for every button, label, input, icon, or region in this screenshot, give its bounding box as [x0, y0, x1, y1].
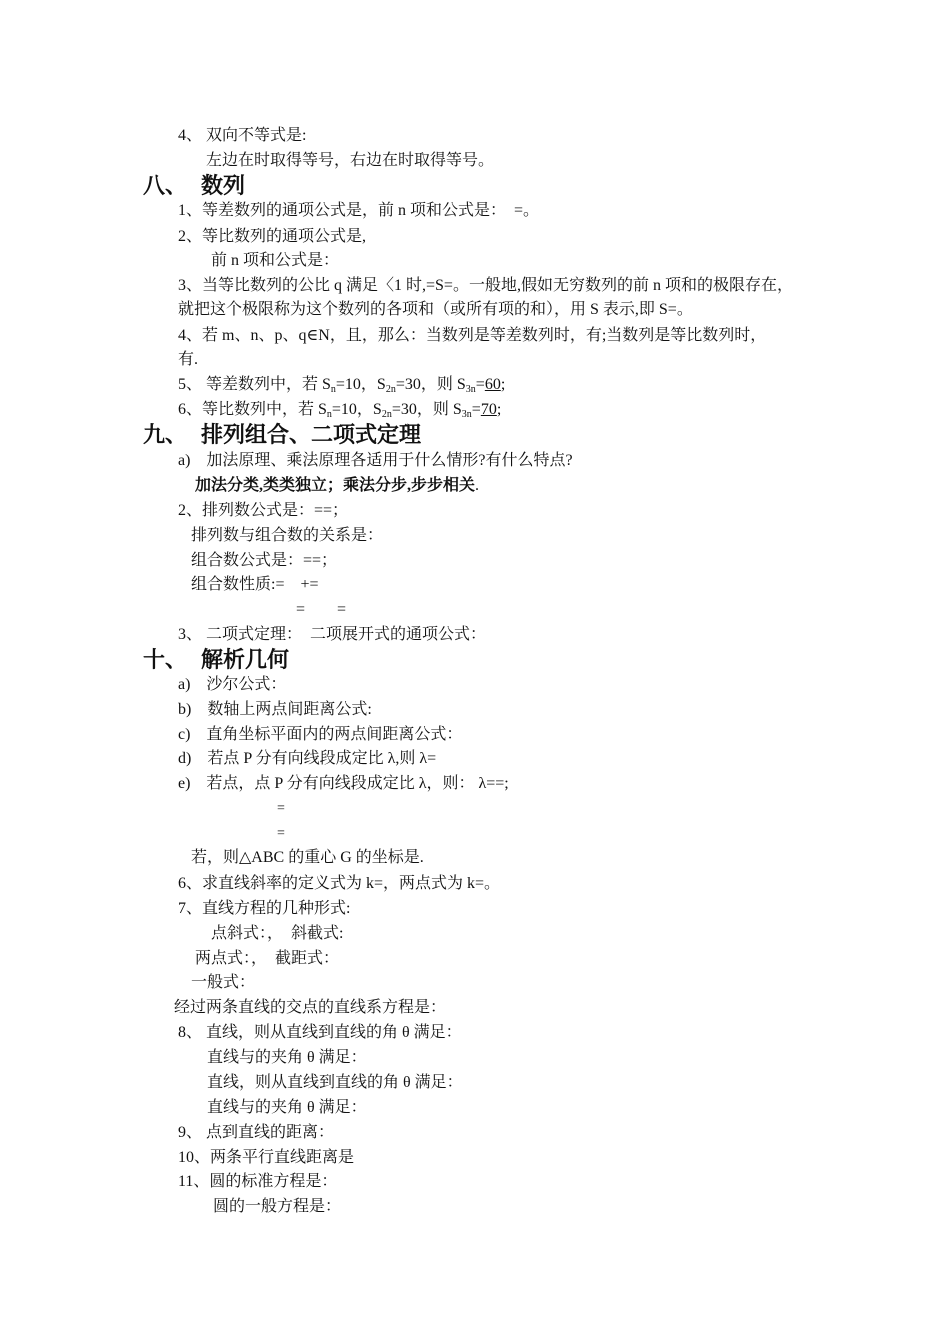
item-combination-formula: 组合数公式是：==； — [191, 552, 338, 569]
section-heading-9 — [143, 423, 421, 449]
item-section-formula-y: = — [277, 826, 285, 841]
section-title: 排列组合、二项式定理 — [201, 423, 422, 448]
item-section-formula-x: = — [277, 801, 285, 816]
item-axis-distance: b) 数轴上两点间距离公式: — [178, 701, 372, 718]
section-heading-8 — [143, 174, 245, 200]
item-slope-definition: 6、求直线斜率的定义式为 k=，两点式为 k=。 — [178, 875, 501, 892]
item-included-angle: 直线与的夹角 θ 满足： — [207, 1049, 367, 1066]
section-number: 九、 — [143, 423, 188, 448]
section-number: 八、 — [143, 174, 188, 199]
answer-underlined: 60 — [484, 376, 501, 393]
item-general-form: 一般式： — [191, 974, 256, 991]
item-infinite-series-cont: 就把这个极限称为这个数列的各项和（或所有项的和），用 S 表示,即 S=。 — [178, 301, 693, 318]
answer-underlined: 70 — [480, 401, 497, 418]
item-permutation-combination-relation: 排列数与组合数的关系是： — [191, 527, 384, 544]
item-section-formula: e) 若点，点 P 分有向线段成定比 λ，则： λ==; — [178, 775, 509, 792]
item-centroid: 若，则△ABC 的重心 G 的坐标是. — [191, 849, 424, 866]
item-point-line-distance: 9、 点到直线的距离： — [178, 1124, 335, 1141]
item-geometric-sum: 前 n 项和公式是： — [211, 252, 340, 269]
section-title: 解析几何 — [201, 648, 290, 673]
section-title: 数列 — [201, 174, 246, 199]
item-geometric-sequence-formula: 2、等比数列的通项公式是, — [178, 228, 367, 245]
item-infinite-series: 3、当等比数列的公比 q 满足〈1 时,=S=。一般地,假如无穷数列的前 n 项和的极限存在， — [178, 277, 793, 294]
item-parallel-lines-distance: 10、两条平行直线距离是 — [178, 1149, 355, 1166]
item-combination-property: 组合数性质:= += — [191, 576, 319, 593]
item-angle-between-lines: 8、 直线，则从直线到直线的角 θ 满足： — [178, 1024, 462, 1041]
item-circle-standard-equation: 11、圆的标准方程是： — [178, 1173, 338, 1190]
item-circle-general-equation: 圆的一般方程是： — [213, 1198, 342, 1215]
item-geometric-example: 6、等比数列中，若 $S_n=10$，$S_{2n}=30$，则 $S_{3n}=70$; — [178, 401, 502, 420]
item-bidirectional-inequality: 4、 双向不等式是: — [178, 127, 307, 144]
item-two-point-form: 两点式：， 截距式： — [195, 950, 340, 967]
item-angle-between-lines-2: 直线，则从直线到直线的角 θ 满足： — [207, 1074, 463, 1091]
item-plane-distance: c) 直角坐标平面内的两点间距离公式： — [178, 726, 463, 743]
item-permutation-formula: 2、排列数公式是：==； — [178, 502, 349, 519]
item-combination-property-cont: = = — [296, 601, 347, 618]
section-heading-10 — [143, 648, 289, 674]
item-arithmetic-sequence-formula: 1、等差数列的通项公式是，前 n 项和公式是： =。 — [178, 202, 540, 219]
item-arithmetic-example: 5、 等差数列中，若 $S_n=10$，$S_{2n}=30$，则 $S_{3n}=60$; — [178, 376, 506, 395]
item-chasles-formula: a) 沙尔公式： — [178, 676, 287, 693]
item-equality-condition: 左边在时取得等号，右边在时取得等号。 — [206, 152, 495, 169]
item-index-property-cont: 有. — [178, 351, 199, 368]
item-counting-principles: a) 加法原理、乘法原理各适用于什么情形?有什么特点? — [178, 452, 573, 469]
item-line-forms: 7、直线方程的几种形式: — [178, 900, 351, 917]
item-counting-answer: 加法分类,类类独立；乘法分步,步步相关. — [195, 477, 480, 494]
item-index-property: 4、若 m、n、p、q∈N，且，那么：当数列是等差数列时，有;当数列是等比数列时， — [178, 327, 767, 344]
item-binomial-theorem: 3、 二项式定理： 二项展开式的通项公式： — [178, 626, 487, 643]
item-included-angle-2: 直线与的夹角 θ 满足： — [207, 1099, 367, 1116]
item-line-family: 经过两条直线的交点的直线系方程是： — [174, 999, 447, 1016]
item-point-slope-form: 点斜式：， 斜截式: — [211, 925, 344, 942]
item-ratio-lambda: d) 若点 P 分有向线段成定比 λ,则 λ= — [178, 750, 437, 767]
section-number: 十、 — [143, 648, 188, 673]
